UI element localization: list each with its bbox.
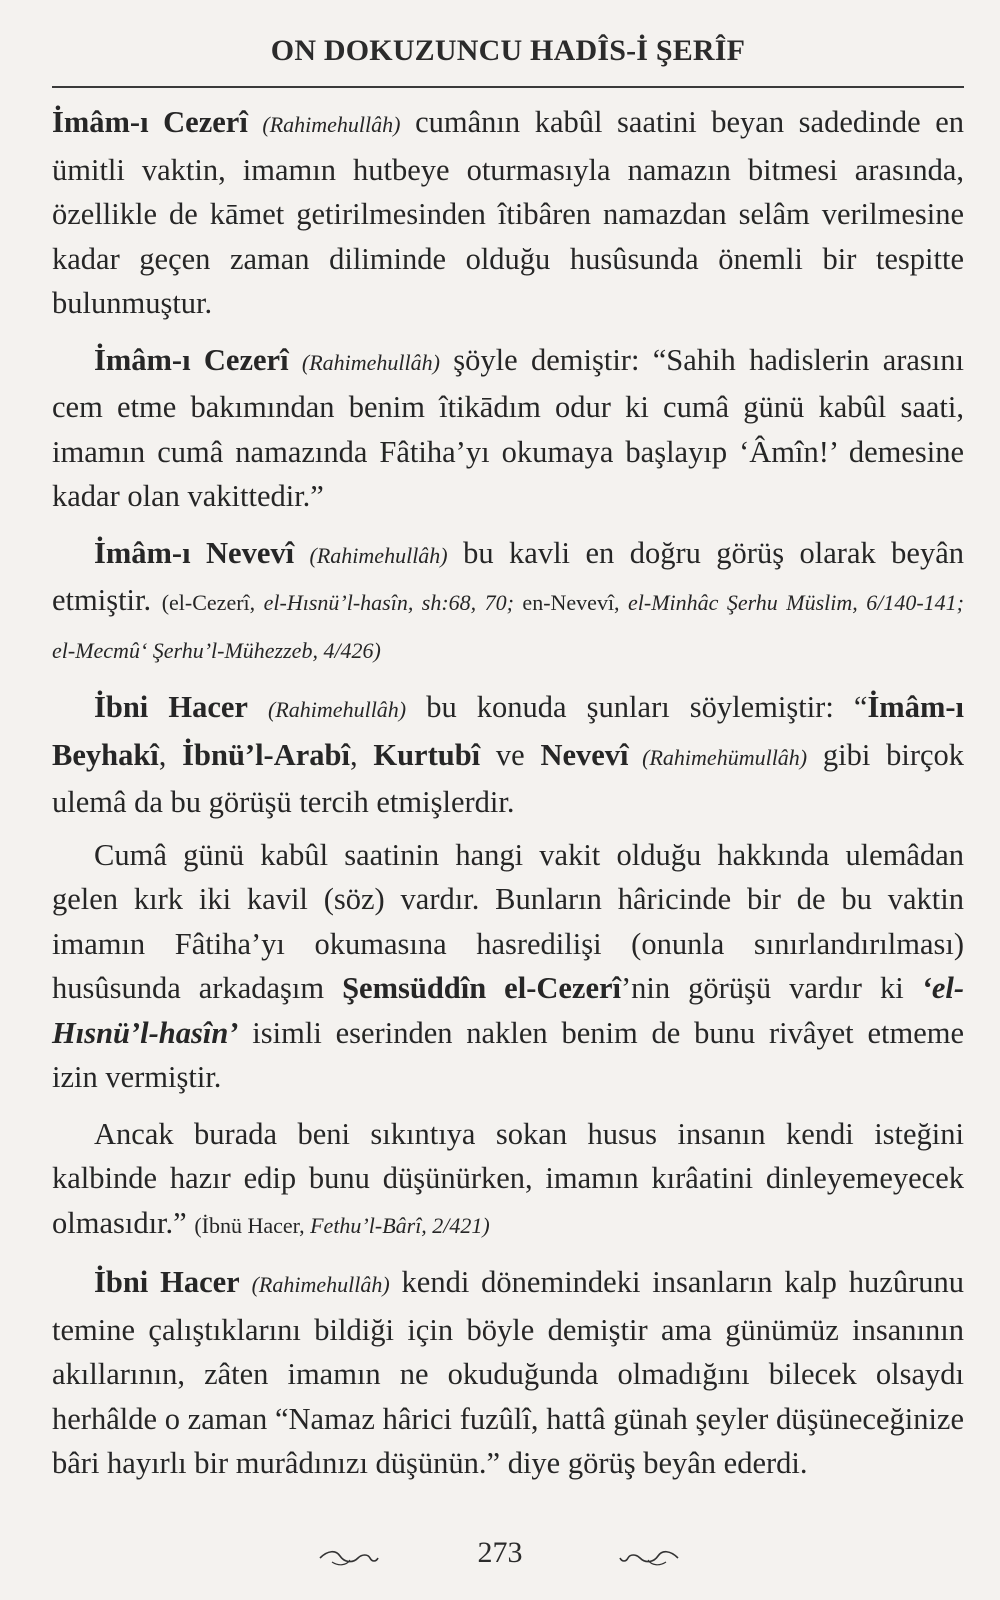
left-flourish-ornament (318, 1546, 380, 1570)
honorific: (Rahimehullâh) (301, 349, 440, 375)
honorific: (Rahimehullâh) (262, 112, 401, 137)
person-name: İbnü’l-Arabî (182, 737, 350, 772)
paragraph-text: bu konuda şunları söylemiştir: “ (406, 690, 868, 724)
person-name: Kurtubî (373, 737, 481, 772)
honorific: (Rahimehümullâh) (628, 744, 808, 770)
paragraph-text: gibi birçok ulemâ da bu görüşü tercih etmişlerdir. (52, 737, 965, 819)
paragraph-text: şöyle demiştir: “Sahih hadislerin arasını cem etme bakımından benim îtikādım odur ki cumâ günü kabûl saati, imamın cumâ namazında Fâtiha’yı okumaya başlayıp ‘Âmîn!’ demesine kadar olan vakittedir.” (52, 342, 964, 513)
person-name: Nevevî (540, 737, 629, 772)
paragraph-text: bu kavli en doğru görüş olarak beyân etmiştir. (52, 535, 964, 617)
paragraph-text: Cumâ günü kabûl saatinin hangi vakit olduğu hakkında ulemâdan gelen kırk iki kavil (söz) vardır. Bunların hâricinde bir de bu vaktin imamın Fâtiha’yı okumasına hasredilişi (onunla sınırlandırılması) husûsunda arkadaşım (52, 837, 964, 1005)
page-number: 273 (477, 1536, 523, 1569)
paragraph-4: İbni Hacer (Rahimehullâh) bu konuda şunları söylemiştir: “İmâm-ı Beyhakî, İbnü’l-Arabî, Kurtubî ve Nevevî (Rahimehümullâh) gibi birçok ulemâ da bu görüşü tercih etmişlerdir. (52, 690, 965, 819)
person-name: Şemsüddîn el-Cezerî (342, 971, 621, 1005)
paragraph-7 (52, 1260, 964, 1486)
page-footer (0, 1536, 1000, 1586)
person-name: İmâm-ı Cezerî (52, 105, 248, 139)
book-title: ‘el-Hısnü’l-hasîn’ (52, 971, 964, 1050)
paragraph-6 (52, 1112, 964, 1249)
person-name: İbni Hacer (94, 690, 248, 724)
person-name: İbni Hacer (94, 1265, 240, 1299)
paragraph-5: Cumâ günü kabûl saatinin hangi vakit olduğu hakkında ulemâdan gelen kırk iki kavil (söz) vardır. Bunların hâricinde bir de bu vaktin imamın Fâtiha’yı okumasına hasredilişi (onunla sınırlandırılması) husûsunda arkadaşım Şemsüddîn el-Cezerî’nin görüşü vardır ki ‘el-Hısnü’l-hasîn’ isimli eserinden naklen benim de bunu rivâyet etmeme izin vermiştir. (52, 837, 964, 1094)
header-rule (52, 86, 964, 88)
source-reference: (el-Cezerî, el-Hısnü’l-hasîn, sh:68, 70; en-Nevevî, el-Minhâc Şerhu Müslim, 6/140-141; el-Mecmû‘ Şerhu’l-Mühezzeb, 4/426) (52, 590, 965, 663)
honorific: (Rahimehullâh) (309, 542, 448, 568)
paragraph-1 (52, 100, 964, 326)
paragraph-text: cumânın kabûl saatini beyan sadedinde en ümitli vaktin, imamın hutbeye oturmasıyla namazın bitmesi arasında, özellikle de kāmet getirilmesinden îtibâren namazdan selâm verilmesine kadar geçen zaman diliminde olduğu husûsunda önemli bir tespitte bulunmuştur. (52, 105, 965, 320)
paragraph-text: kendi dönemindeki insanların kalp huzûrunu temine çalıştıklarını bildiği için böyle demiştir ama günümüz insanının akıllarının, zâten imamın ne okuduğunda olmadığını bilecek olsaydı herhâlde o zaman “Namaz hârici fuzûlî, hattâ günah şeyler düşüneceğinize bâri hayırlı bir murâdınızı düşünün.” diye görüş beyân ederdi. (52, 1265, 964, 1480)
paragraph-2 (52, 338, 964, 519)
honorific: (Rahimehullâh) (251, 1272, 390, 1297)
page-header-title: ON DOKUZUNCU HADÎS-İ ŞERÎF (270, 34, 746, 67)
source-reference: (İbnü Hacer, Fethu’l-Bârî, 2/421) (194, 1212, 490, 1238)
person-name: İmâm-ı Beyhakî (52, 690, 965, 772)
person-name: İmâm-ı Nevevî (94, 535, 295, 570)
right-flourish-ornament (618, 1546, 680, 1570)
body-text (52, 100, 964, 1486)
paragraph-text: Ancak burada beni sıkıntıya sokan husus insanın kendi isteğini kalbinde hazır edip bunu düşünürken, imamın kırâatini dinleyemeyecek olmasıdır.” (52, 1116, 964, 1240)
honorific: (Rahimehullâh) (268, 697, 407, 722)
paragraph-3 (52, 531, 964, 674)
person-name: İmâm-ı Cezerî (94, 342, 289, 377)
